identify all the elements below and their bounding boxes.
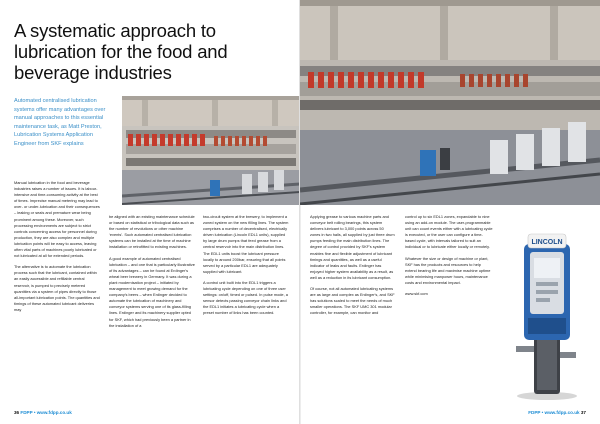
bottling-line-illustration [122, 96, 300, 205]
body-paragraph: two-circuit system at the brewery, to implement a zoned system on the new filling lines. The system comprises a number of decentralised, electrically driven lubrication (Lincoln EDL1 units), supplied by large drum pumps that feed grease from a central reservoir into the main distribution lines. The EDL1 units boost the lubricant pressure locally to around 200bar, ensuring that all points served by a particular EDL1 are adequately supplied with lubricant. [203, 214, 289, 274]
bottling-line-photo-right [300, 0, 600, 205]
body-paragraph: be aligned with an existing maintenance schedule or based on statistical or tribological data such as the number of revolutions or other machine ‘events’. Such automated centralised lubrication systems can be installed at the time of machine installation or retrofitted to existing machines. [109, 214, 195, 250]
body-paragraph: Manual lubrication in the food and beverage industries raises a number of issues. It is labour-intensive and time-consuming activity at the best of times. Imprecise manual metering may lead to over- or under-lubrication and their consequences – leaking or seals and premature wear being prominent among these. Moreover, such processing environments are subject to strict controls concerning access for personnel during production, they are also complex and multiple lubrication points will be easy to access, leaving often vital parts of machines poorly lubricated or not lubricated at all for extended periods. [14, 180, 100, 259]
body-paragraph: Whatever the size or design of machine or plant, SKF has the products and resources to help extend bearing life and maximise machine uptime while minimising manpower hours, maintenance costs and environmental impact. [405, 255, 491, 285]
page-number-right: 37 [580, 410, 586, 415]
lincoln-pump-unit [506, 226, 588, 402]
body-paragraph: A good example of automated centralised lubrication – and one that is particularly illustrative of its advantages – can be found at Erdinger's wheat beer brewery in Germany. It was during a plant modernisation project – initiated by management to meet growing demand for the company's beers – when Erdinger decided to automate the lubrication of machinery and conveyor systems serving one of its glass-filling lines. Erdinger and its machinery supplier opted for SKF, which had previously been a partner in the installation of a [109, 255, 195, 328]
magazine-credit-right: FDPP • www.fdpp.co.uk [528, 410, 580, 415]
article-column-3 [203, 214, 289, 322]
folio-right [528, 410, 586, 415]
body-paragraph: control up to six EDL1 zones, expandable to nine using an add-on module. The user-programmable unit can count events either with a lubricating cycle is executed, or the user can configure a time-based cycle, with intervals tailored to suit an individual or to lubricate either locally or remotely. [405, 214, 493, 250]
article-headline: A systematic approach to lubrication for the food and beverage industries [14, 20, 228, 83]
lubrication-pump-illustration [506, 226, 588, 402]
article-column-5 [405, 214, 493, 302]
body-paragraph: Applying grease to various machine parts and conveyor belt rolling bearings, this system delivers lubricant to 3,000 points across 50 zones in two halls, all supplied by just three drum pumps feeding the main distribution lines. The degree of control provided by SKF's system enables fine and flexible adjustment of lubricant timings and quantities, as well as a useful indicator of leaks and faults. Erdinger has enjoyed higher system availability as a result, as well as a reduction in its lubricant consumption. [310, 214, 395, 280]
bottling-line-photo-left [122, 96, 300, 205]
article-column-1 [14, 180, 100, 318]
body-paragraph: Of course, not all automated lubricating systems are as large and complex as Erdinger's, and SKF has solutions scaled to meet the needs of much smaller operations. The SKF UMC 301 modular controller, for example, can monitor and [310, 286, 395, 316]
page-number-left: 36 [14, 410, 20, 415]
body-paragraph: The alternative is to automate the lubrication process such that the lubricant, contained within an easily accessible and refillable central reservoir, is pumped to precisely metered quantities via a system of pipes directly to those all-important lubrication points. The quantities and timings of these automated lubricant deliveries may [14, 264, 100, 312]
article-column-4 [310, 214, 395, 322]
magazine-credit-left: FDPP • www.fdpp.co.uk [20, 410, 72, 415]
article-standfirst: Automated centralised lubrication systems offer many advantages over manual approaches to this essential maintenance task, as Matt Preston, Lubrication Systems Application Engineer from SKF explains [14, 98, 106, 147]
website-link[interactable]: www.skf.com [405, 291, 428, 297]
product-brand-label: LINCOLN [531, 239, 563, 246]
body-paragraph: A control unit built into the EDL1 triggers a lubricating cycle depending on one of three user settings: on/off, timed or pulsed. In pulse mode, a sensor detects passing conveyor chain links and the EDL1 initiates a lubricating cycle when a preset number of links has been counted. [203, 279, 288, 316]
right-page [300, 0, 600, 424]
article-column-2 [109, 214, 195, 334]
folio-left [14, 410, 72, 415]
bottling-line-illustration-right [300, 0, 600, 205]
